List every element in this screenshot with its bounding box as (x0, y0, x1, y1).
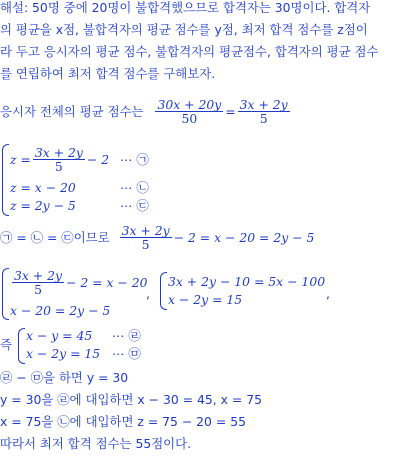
system2-right-row-1: 3x + 2y − 10 = 5x − 100 (168, 274, 326, 289)
intro-line-3: 라 두고 응시자의 평균 점수, 불합격자의 평균점수, 합격자의 평균 점수 (0, 44, 379, 59)
system1-row-3: z = 2y − 5 (10, 198, 76, 213)
since-rest: − 2 = x − 20 = 2y − 5 (173, 230, 315, 246)
step-1: ㉣ − ㉤을 하면 y = 30 (0, 370, 129, 385)
system2-left-brace (2, 268, 9, 320)
since-fraction-denominator: 5 (141, 237, 150, 253)
system3-row-2: x − 2y = 15 (26, 346, 101, 361)
step-3: x = 75을 ㉡에 대입하면 z = 75 − 20 = 55 (0, 414, 246, 429)
average-fraction-1 (155, 98, 223, 127)
system3-row2-mark: ㉤ (128, 346, 141, 361)
since-line (0, 220, 314, 256)
system1-row1-mark: ㉠ (136, 152, 149, 167)
system2-right-brace (160, 272, 167, 310)
system2-right-row-2: x − 2y = 15 (168, 292, 243, 307)
system3-row2-annotation (112, 346, 141, 362)
system1-row1-denominator: 5 (54, 159, 63, 175)
step-4: 따라서 최저 합격 점수는 55점이다. (0, 436, 192, 451)
system1-row-1 (10, 144, 109, 176)
average-label: 응시자 전체의 평균 점수는 (0, 104, 144, 120)
average-fraction-2-numerator: 3x + 2y (239, 96, 288, 112)
system1-row1-rhs: − 2 (86, 152, 110, 168)
system3-brace (18, 328, 25, 364)
system1-brace (2, 144, 9, 216)
intro-line-2: 의 평균을 x점, 불합격자의 평균 점수를 y점, 최저 합격 점수를 z점이 (0, 22, 368, 37)
average-fraction-2-denominator: 5 (259, 111, 268, 127)
system1-row2-dots: ⋯ (120, 180, 133, 195)
system1-row3-mark: ㉢ (136, 198, 149, 213)
system1-row-2: z = x − 20 (10, 180, 76, 195)
system2-separator-2: , (326, 286, 330, 301)
system1-row1-fraction (33, 146, 85, 175)
system3-row-1: x − y = 45 (26, 328, 93, 343)
step-2: y = 30을 ㉣에 대입하면 x − 30 = 45, x = 75 (0, 392, 263, 407)
average-sentence (0, 95, 292, 129)
system2-left-denominator: 5 (34, 282, 42, 298)
system2-separator-1: , (146, 286, 150, 301)
average-fraction-1-numerator: 30x + 20y (157, 96, 222, 112)
system1-row1-annotation (120, 152, 149, 168)
average-equals: = (225, 104, 236, 120)
system3-prefix: 즉 (0, 337, 12, 352)
since-fraction (120, 224, 172, 253)
system1-row1-dots: ⋯ (120, 152, 133, 167)
system2-left-row1-rest: − 2 = x − 20 (66, 275, 148, 291)
system3-row1-annotation (112, 328, 141, 344)
system1-row3-dots: ⋯ (120, 198, 133, 213)
system2-left-row-1 (10, 266, 148, 300)
since-prefix: ㉠ = ㉡ = ㉢이므로 (0, 230, 110, 246)
intro-line-1: 해설: 50명 중에 20명이 불합격했으므로 합격자는 30명이다. 합격자 (0, 0, 371, 15)
system3-row2-dots: ⋯ (112, 346, 125, 361)
system3-row1-mark: ㉣ (128, 328, 141, 343)
average-fraction-2 (238, 98, 290, 127)
since-fraction-numerator: 3x + 2y (121, 222, 170, 238)
system2-left-fraction (12, 269, 64, 298)
system2-left-numerator: 3x + 2y (14, 267, 63, 283)
system2-left-row-2: x − 20 = 2y − 5 (10, 303, 111, 318)
system1-row3-annotation (120, 198, 149, 214)
system1-row2-mark: ㉡ (136, 180, 149, 195)
system1-row2-annotation (120, 180, 149, 196)
average-fraction-1-denominator: 50 (181, 111, 198, 127)
system3-row1-dots: ⋯ (112, 328, 125, 343)
system1-row1-numerator: 3x + 2y (34, 144, 83, 160)
intro-line-4: 를 연립하여 최저 합격 점수를 구해보자. (0, 66, 216, 81)
system1-row1-lhs: z = (10, 152, 31, 168)
